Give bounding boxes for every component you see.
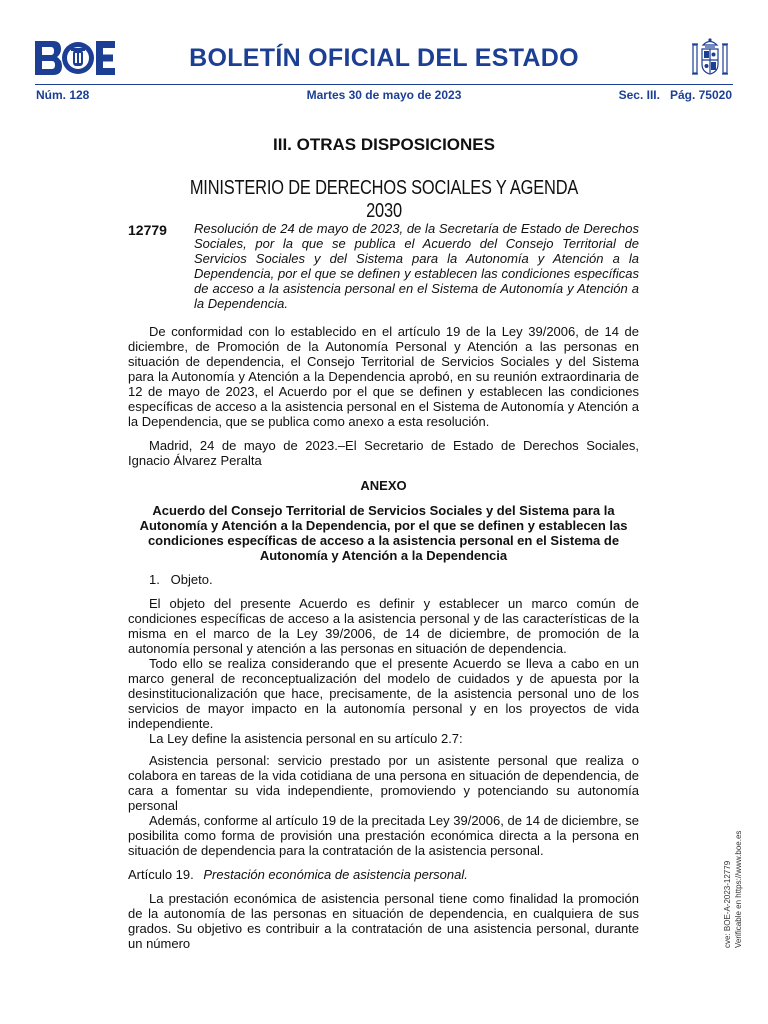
boe-logo — [35, 41, 115, 75]
signature: Madrid, 24 de mayo de 2023.–El Secretario de Estado de Derechos Sociales, Ignacio Álvarez Peralta — [128, 438, 639, 468]
item-objeto: 1. Objeto. — [149, 572, 213, 587]
document-body — [128, 324, 639, 951]
paragraph-intro: De conformidad con lo establecido en el artículo 19 de la Ley 39/2006, de 14 de diciembre, de Promoción de la Autonomía Personal y Atención a las personas en situación de dependencia, el Consejo Territorial de Servicios Sociales y del Sistema para la Autonomía y Atención a la Dependencia aprobó, en su reunión extraordinaria de 12 de mayo de 2023, el Acuerdo por el que se definen y establecen las condiciones específicas de acceso a la asistencia personal en el Sistema de Autonomía y Atención a la Dependencia, que se publica como anexo a esta resolución. — [128, 324, 639, 429]
article-heading — [128, 867, 639, 882]
section-title: III. OTRAS DISPOSICIONES — [273, 135, 495, 154]
paragraph-ley-define: La Ley define la asistencia personal en su artículo 2.7: — [149, 731, 463, 746]
publication-title: BOLETÍN OFICIAL DEL ESTADO — [189, 44, 579, 72]
paragraph-prestacion: La prestación económica de asistencia personal tiene como finalidad la promoción de la autonomía de las personas en situación de dependencia, en cualquiera de sus grados. Su objetivo es contribuir a la contratación de una asistencia personal, durante un número — [128, 891, 639, 951]
paragraph-asistencia-definition: Asistencia personal: servicio prestado por un asistente personal que realiza o colabora en tareas de la vida cotidiana de una persona en situación de dependencia, de cara a fomentar su vida independiente, promoviendo y potenciando su autonomía personal — [128, 753, 639, 813]
annex-label: ANEXO — [360, 478, 407, 493]
document-number: 12779 — [128, 222, 167, 238]
issue-number: Núm. 128 — [36, 88, 90, 102]
paragraph-marco: Todo ello se realiza considerando que el presente Acuerdo se lleva a cabo en un marco general de reconceptualización del modelo de cuidados y de apuesta por la desinstitucionalización que hace, precisamente, de la asistencia personal uno de los servicios de mayor impacto en la autonomía personal y en los proyectos de vida independiente. — [128, 656, 639, 731]
ministry-heading: MINISTERIO DE DERECHOS SOCIALES Y AGENDA 2030 — [189, 177, 579, 222]
issue-date: Martes 30 de mayo de 2023 — [306, 88, 462, 102]
article-title: Prestación económica de asistencia personal. — [203, 867, 468, 882]
document-summary: Resolución de 24 de mayo de 2023, de la Secretaría de Estado de Derechos Sociales, por la que se publica el Acuerdo del Consejo Territorial de Servicios Sociales y del Sistema para la Autonomía y Atención a la Dependencia, por el que se definen y establecen las condiciones específicas de acceso a la asistencia personal en el Sistema de Autonomía y Atención a la Dependencia. — [194, 221, 639, 311]
header-rule — [35, 84, 733, 85]
verification-note — [722, 758, 746, 948]
paragraph-objeto: El objeto del presente Acuerdo es definir y establecer un marco común de condiciones específicas de acceso a la asistencia personal y de las características de la misma en el marco de la Ley 39/2006, de 14 de diciembre, de promoción de la autonomía personal y atención a las personas en situación de dependencia. — [128, 596, 639, 656]
paragraph-ademas: Además, conforme al artículo 19 de la precitada Ley 39/2006, de 14 de diciembre, se posibilita como forma de provisión una prestación económica directa a la persona en situación de dependencia para la contratación de la asistencia personal. — [128, 813, 639, 858]
header-meta — [36, 88, 732, 104]
verification-link: Verificable en https://www.boe.es — [734, 830, 743, 948]
spain-coat-of-arms-icon — [690, 36, 730, 80]
annex-title: Acuerdo del Consejo Territorial de Servicios Sociales y del Sistema para la Autonomía y Atención a la Dependencia, por el que se definen y establecen las condiciones específicas de acceso a la asistencia personal en el Sistema de Autonomía y Atención a la Dependencia — [139, 503, 628, 563]
cve-code: cve: BOE-A-2023-12779 — [723, 860, 732, 948]
article-label: Artículo 19. — [128, 867, 194, 882]
section-page: Sec. III. Pág. 75020 — [618, 88, 732, 102]
